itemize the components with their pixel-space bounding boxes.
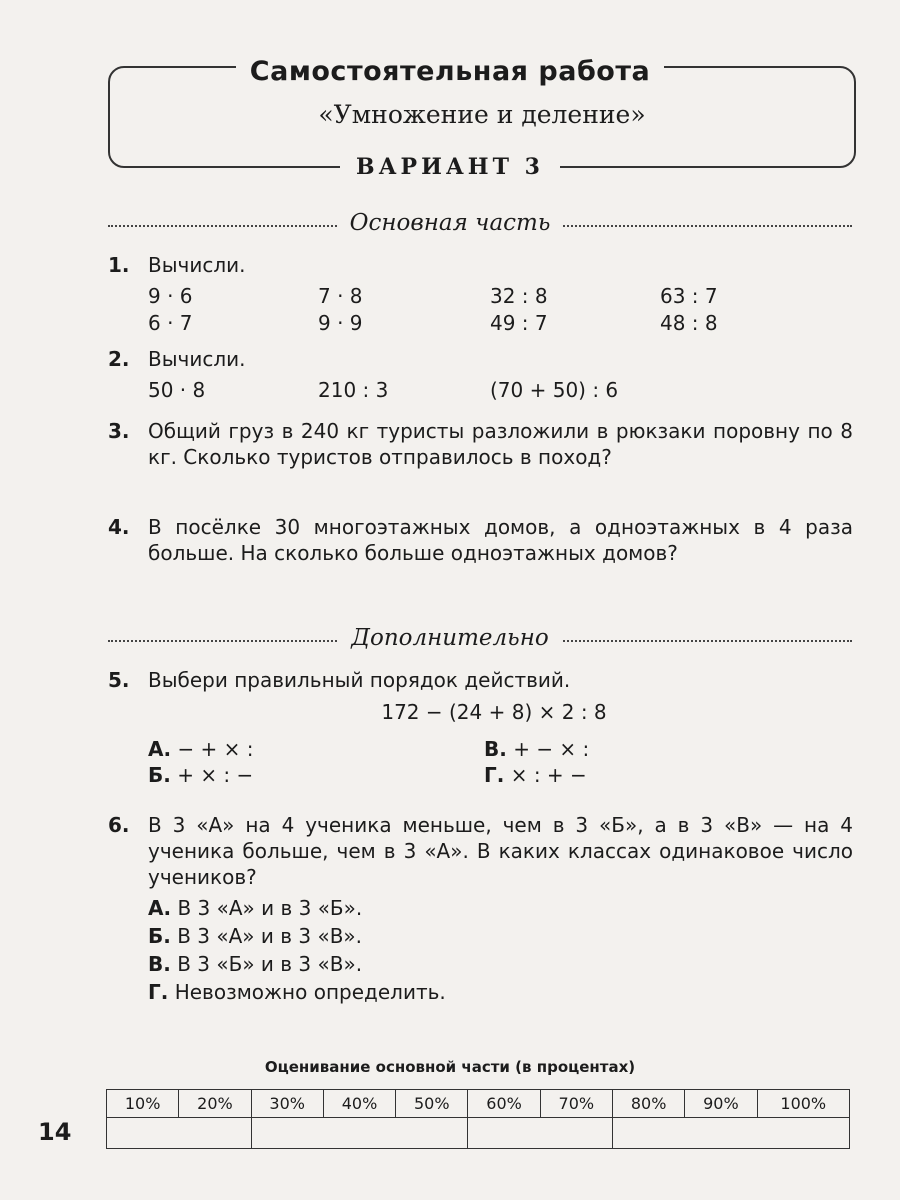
option-text: В 3 «А» и в 3 «В».: [177, 924, 363, 948]
expression: 48 : 8: [660, 311, 718, 335]
option-letter: Г.: [148, 980, 169, 1004]
task-text: В посёлке 30 многоэтажных домов, а одноэтажных в 4 раза больше. На сколько больше одноэтажных домов?: [148, 515, 853, 565]
option-letter: Г.: [484, 763, 505, 787]
grade-cell: 40%: [323, 1090, 395, 1118]
option-text: − + × :: [177, 737, 254, 761]
task-number: 4.: [108, 515, 130, 539]
option-text: + − × :: [513, 737, 590, 761]
grade-cell: 30%: [251, 1090, 323, 1118]
answer-option: [148, 952, 362, 976]
page-number: 14: [38, 1118, 72, 1146]
grade-cell: 60%: [468, 1090, 540, 1118]
expression: 32 : 8: [490, 284, 548, 308]
task-3: [108, 418, 853, 470]
answer-option: [484, 737, 589, 761]
task-number: 3.: [108, 419, 130, 443]
expression: 172 − (24 + 8) × 2 : 8: [381, 700, 607, 724]
expression: 49 : 7: [490, 311, 548, 335]
answer-option: [148, 763, 253, 787]
grade-cell: 10%: [107, 1090, 179, 1118]
option-letter: А.: [148, 737, 172, 761]
answer-option: [148, 737, 254, 761]
option-text: + × : −: [177, 763, 254, 787]
answer-option: [148, 924, 362, 948]
answer-option: [148, 980, 446, 1004]
option-letter: Б.: [148, 924, 171, 948]
grade-cell: 90%: [685, 1090, 757, 1118]
option-text: × : + −: [510, 763, 587, 787]
option-letter: В.: [484, 737, 507, 761]
option-letter: В.: [148, 952, 171, 976]
expression: 50 · 8: [148, 378, 206, 402]
expression: 7 · 8: [318, 284, 363, 308]
option-letter: А.: [148, 896, 172, 920]
grade-cell: 20%: [179, 1090, 251, 1118]
grading-header-row: [107, 1090, 850, 1118]
grade-input-cell: [612, 1118, 849, 1149]
task-number: 2.: [108, 347, 130, 371]
section-title-extra: Дополнительно: [0, 625, 900, 651]
task-text: Вычисли.: [148, 347, 246, 371]
expression: 63 : 7: [660, 284, 718, 308]
task-text: Вычисли.: [148, 253, 246, 277]
task-number: 5.: [108, 668, 130, 692]
expression: 6 · 7: [148, 311, 193, 335]
task-number: 6.: [108, 813, 130, 837]
grade-cell: 70%: [540, 1090, 612, 1118]
expression: (70 + 50) : 6: [490, 378, 619, 402]
section-title-main: Основная часть: [0, 210, 900, 236]
grade-input-cell: [107, 1118, 252, 1149]
task-number: 1.: [108, 253, 130, 277]
task-text: Выбери правильный порядок действий.: [148, 668, 571, 692]
option-letter: Б.: [148, 763, 171, 787]
grading-blank-row: [107, 1118, 850, 1149]
grade-cell: 100%: [757, 1090, 849, 1118]
expression: 9 · 6: [148, 284, 193, 308]
answer-option: [148, 896, 362, 920]
grade-input-cell: [468, 1118, 613, 1149]
task-text: Общий груз в 240 кг туристы разложили в рюкзаки поровну по 8 кг. Сколько туристов отправилось в поход?: [148, 419, 853, 469]
grading-title: Оценивание основной части (в процентах): [264, 1058, 636, 1076]
task-4: [108, 514, 853, 566]
task-2: [108, 346, 853, 372]
task-6: [108, 812, 853, 890]
option-text: В 3 «А» и в 3 «Б».: [177, 896, 363, 920]
task-5: [108, 667, 853, 693]
option-text: Невозможно определить.: [174, 980, 446, 1004]
page-title: Самостоятельная работа: [0, 56, 900, 87]
grade-cell: 80%: [612, 1090, 684, 1118]
grade-cell: 50%: [396, 1090, 468, 1118]
task-1: [108, 252, 853, 278]
page-subtitle: «Умножение и деление»: [318, 100, 646, 129]
grade-input-cell: [251, 1118, 468, 1149]
expression: 9 · 9: [318, 311, 363, 335]
grading-table: [106, 1089, 850, 1149]
answer-option: [484, 763, 587, 787]
task-text: В 3 «А» на 4 ученика меньше, чем в 3 «Б», а в 3 «В» — на 4 ученика больше, чем в 3 «А». В каких классах одинаковое число учеников?: [148, 813, 853, 889]
variant-label: ВАРИАНТ 3: [0, 154, 900, 180]
option-text: В 3 «Б» и в 3 «В».: [177, 952, 363, 976]
expression: 210 : 3: [318, 378, 389, 402]
